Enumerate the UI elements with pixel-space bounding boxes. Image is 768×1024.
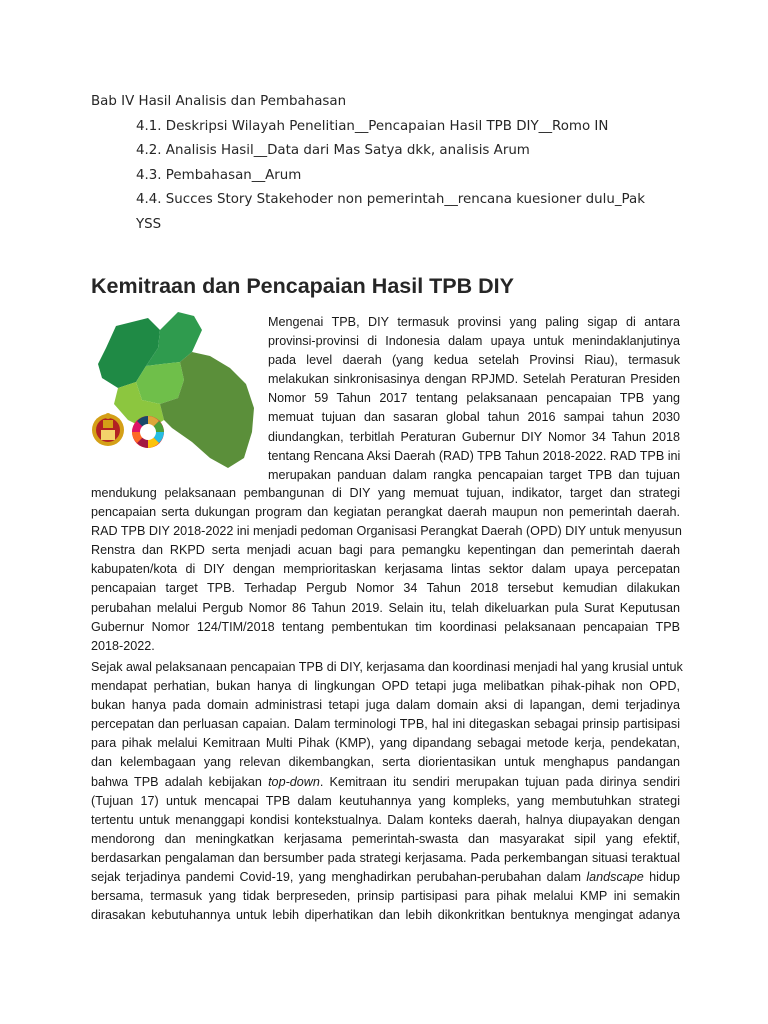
text-line: Renstra dan RKPD serta menjadi acuan bagi para pemangku kepentingan dan pemerintah daerah xyxy=(91,543,680,558)
seal-icon xyxy=(92,413,124,446)
outline-item: 4.1. Deskripsi Wilayah Penelitian__Pencapaian Hasil TPB DIY__Romo IN xyxy=(136,118,609,134)
text-line: bahwa TPB adalah kebijakan top-down. Kemitraan itu sendiri merupakan tujuan pada dirinya sendiri xyxy=(91,774,680,789)
text-line: provinsi-provinsi di Indonesia dalam upaya untuk menindaklanjutinya xyxy=(268,334,680,349)
text-line: Mengenai TPB, DIY termasuk provinsi yang paling sigap di antara xyxy=(268,315,680,329)
text-line: para pihak melalui Kemitraan Multi Pihak (KMP), yang dipandang sebagai metode kerja, pendekatan, xyxy=(91,736,680,751)
text-line: Gubernur Nomor 124/TIM/2018 tentang pembentukan tim koordinasi pelaksanaan pencapaian TPB xyxy=(91,619,680,634)
text-line: bukan hanya pada domain administrasi tetapi juga dalam domain aksi di lapangan, demi terjadinya xyxy=(91,698,680,713)
text-line: (Tujuan 17) untuk mencapai TPB dalam keutuhannya yang kompleks, yang membutuhkan strategi xyxy=(91,793,680,808)
text-line: percepatan dan perluasan capaian. Dalam terminologi TPB, hal ini ditegaskan sebagai prinsip partisipasi xyxy=(91,717,680,732)
text-line: mendukung pelaksanaan pembangunan di DIY yang memuat tujuan, indikator, target dan strategi xyxy=(91,486,680,500)
text-line: pencapaian serta dukungan program dan kegiatan perangkat daerah maupun non pemerintah daerah. xyxy=(91,505,680,520)
text-line: dirasakan kebutuhannya untuk lebih diperhatikan dan lebih dikonkritkan bentuknya mengingat adanya xyxy=(91,908,680,923)
text-line: Sejak awal pelaksanaan pencapaian TPB di DIY, kerjasama dan koordinasi menjadi hal yang krusial untuk xyxy=(91,660,683,674)
chapter-heading: Bab IV Hasil Analisis dan Pembahasan xyxy=(91,94,347,109)
text-line: perubahan melalui Pergub Nomor 86 Tahun 2019. Selain itu, telah dikeluarkan pula Surat Keputusan xyxy=(91,600,680,615)
text-line: memuat tujuan dan sasaran global tahun 2016 sampai tahun 2030 xyxy=(268,410,680,425)
text-line: 2018-2022. xyxy=(91,638,155,653)
sdg-wheel-icon xyxy=(132,416,164,448)
section-title: Kemitraan dan Pencapaian Hasil TPB DIY xyxy=(91,274,514,298)
text-line: berdasarkan pengalaman dan bersumber pada strategi kerjasama. Pada perkembangan situasi teraktual xyxy=(91,850,680,865)
diy-map-image xyxy=(88,308,266,478)
text-line: melakukan sinkronisasinya dengan RPJMD. Setelah Peraturan Presiden xyxy=(268,372,680,387)
text-line: tertentu untuk menanggapi kondisi kontekstualnya. Dalam konteks daerah, halnya diupayakan dengan xyxy=(91,812,680,827)
text-line: kabupaten/kota di DIY dengan memprioritaskan kerjasama lintas sektor dalam upaya percepatan xyxy=(91,562,680,577)
paragraph-2 xyxy=(91,658,683,925)
text-line: bersama, termasuk yang tidak berpreseden, prinsip partisipasi para pihak melalui KMP ini semakin xyxy=(91,889,680,904)
text-line: pada level daerah (yang kedua setelah Provinsi Riau), termasuk xyxy=(268,353,680,368)
outline-item: YSS xyxy=(136,216,162,232)
text-line: sejak terjadinya pandemi Covid-19, yang menghadirkan perubahan-perubahan dalam landscape hidup xyxy=(91,870,680,885)
text-line: RAD TPB DIY 2018-2022 ini menjadi pedoman Organisasi Perangkat Daerah (OPD) DIY untuk menyusun xyxy=(91,524,682,539)
text-line: tentang Rencana Aksi Daerah (RAD) TPB Tahun 2018-2022. RAD TPB ini xyxy=(268,448,681,463)
paragraph-1-wrapped xyxy=(268,313,680,485)
text-line: merupakan panduan dalam rangka pencapaian target TPB dan tujuan xyxy=(268,467,680,482)
text-line: dan kelembagaan yang relevan dikembangkan, serta diorientasikan untuk menghapus pandangan xyxy=(91,755,680,770)
text-line: mendorong dan meningkatkan kerjasama pemerintah-swasta dan masyarakat sipil yang efektif, xyxy=(91,831,680,846)
text-line: pencapaian target TPB. Terhadap Pergub Nomor 34 Tahun 2018 tersebut kemudian dilakukan xyxy=(91,581,680,596)
paragraph-1-continued xyxy=(91,484,680,656)
outline-item: 4.3. Pembahasan__Arum xyxy=(136,167,302,183)
chapter-outline xyxy=(91,90,691,238)
text-line: mendapat perhatian, bukan hanya di lingkungan OPD tetapi juga melibatkan pihak-pihak non OPD, xyxy=(91,679,680,694)
outline-item: 4.2. Analisis Hasil__Data dari Mas Satya dkk, analisis Arum xyxy=(136,143,530,159)
outline-item: 4.4. Succes Story Stakehoder non pemerintah__rencana kuesioner dulu_Pak xyxy=(136,192,645,208)
text-line: diundangkan, terbitlah Peraturan Gubernur DIY Nomor 34 Tahun 2018 xyxy=(268,429,680,444)
text-line: Nomor 59 Tahun 2017 tentang pelaksanaan pencapaian TPB yang xyxy=(268,391,680,406)
